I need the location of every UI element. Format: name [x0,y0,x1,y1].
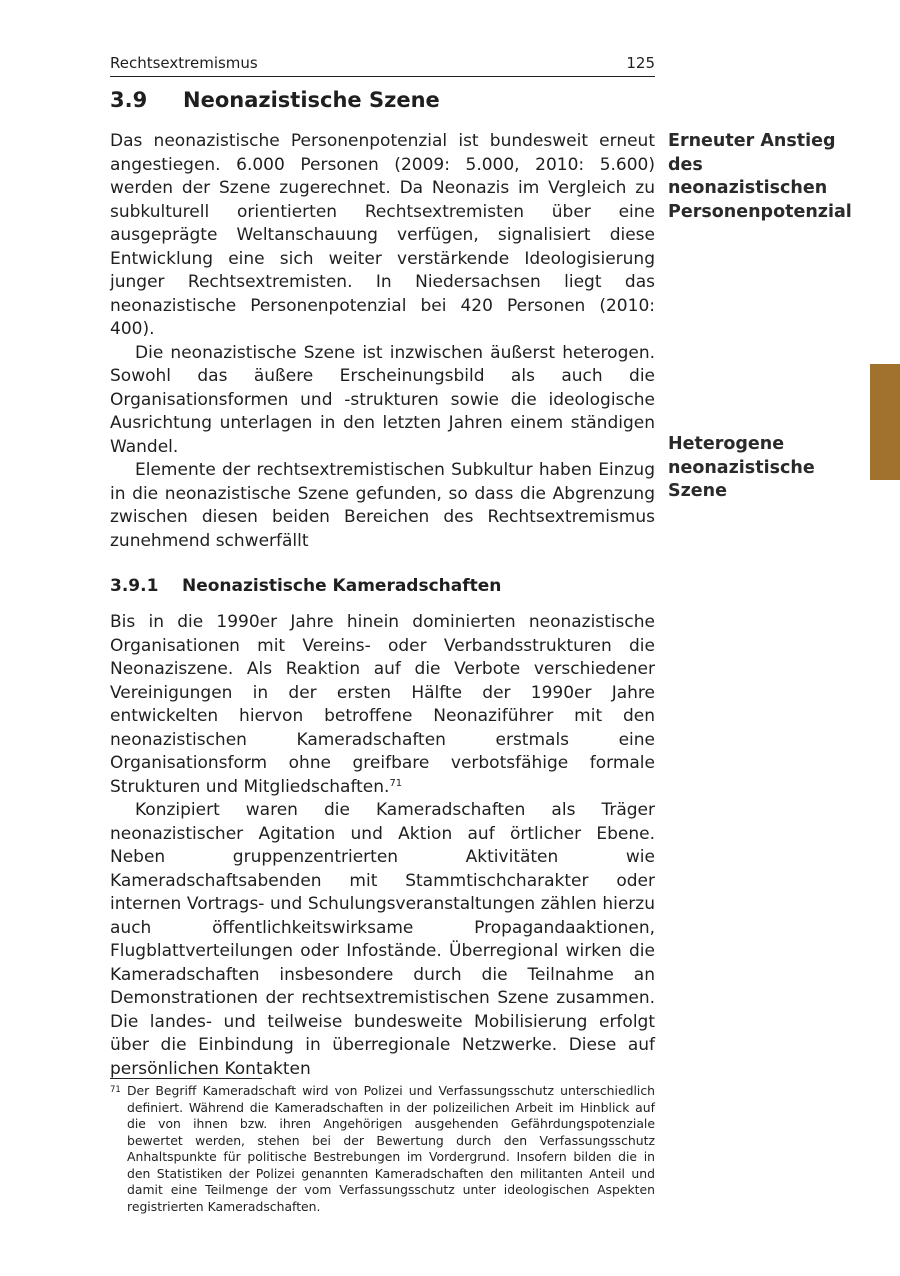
section-body [110,130,655,553]
paragraph: Konzipiert waren die Kameradschaften als Träger neonazistischer Agitation und Aktion auf örtlicher Ebene. Neben gruppenzentrierten Aktivitäten wie Kameradschaftsabenden mit Stammtischcharakter oder internen Vortrags- und Schulungsveranstaltungen zählen hierzu auch öffentlichkeitswirksame Propagandaaktionen, Flugblattverteilungen oder Infostände. Überregional wirken die Kameradschaften insbesondere durch die Teilnahme an Demonstrationen der rechtsextremistischen Szene zusammen. Die landes- und teilweise bundesweite Mobilisierung erfolgt über die Einbindung in überregionale Netzwerke. Diese auf persönlichen Kontakten [110,800,655,1079]
footnote [110,1083,655,1215]
page-number: 125 [626,54,655,72]
running-title: Rechtsextremismus [110,54,258,72]
subsection-heading [110,576,501,596]
margin-note-heterogeneous: Heterogene neonazistische Szene [668,434,815,501]
footnote-mark: 71 [110,1085,121,1095]
margin-note-increase: Erneuter Anstieg des neonazistischen Personenpotenzial [668,131,852,222]
section-number: 3.9 [110,88,148,112]
chapter-thumb-tab [870,364,900,480]
section-title: Neonazistische Szene [183,88,440,112]
subsection-title: Neonazistische Kameradschaften [182,576,502,596]
paragraph-text: Bis in die 1990er Jahre hinein dominierten neonazistische Organisationen mit Vereins- oder Verbandsstrukturen die Neonaziszene. Als Reaktion auf die Verbote verschiedener Vereinigungen in der ersten Hälfte der 1990er Jahre entwickelten hiervon betroffene Neonaziführer mit den neonazistischen Kameradschaften erstmals eine Organisationsform ohne greifbare verbotsfähige formale Strukturen und Mitgliedschaften. [110,612,655,797]
running-header [110,52,655,77]
section-heading [110,88,440,112]
paragraph: Die neonazistische Szene ist inzwischen äußerst heterogen. Sowohl das äußere Erscheinungsbild als auch die Organisationsformen und -strukturen sowie die ideologische Ausrichtung unterlagen in den letzten Jahren einem ständigen Wandel. [110,342,655,457]
footnote-reference[interactable]: 71 [389,777,403,789]
subsection-number: 3.9.1 [110,576,159,596]
paragraph: Das neonazistische Personenpotenzial ist bundesweit erneut angestiegen. 6.000 Personen (2009: 5.000, 2010: 5.600) werden der Szene zugerechnet. Da Neonazis im Vergleich zu subkulturell orientierten Rechtsextremisten über eine ausgeprägte Weltanschauung verfügen, signalisiert diese Entwicklung eine sich weiter verstärkende Ideologisierung junger Rechtsextremisten. In Niedersachsen liegt das neonazistische Personenpotenzial bei 420 Personen (2010: 400). [110,131,655,339]
footnote-separator [110,1078,262,1079]
footnote-text: Der Begriff Kameradschaft wird von Polizei und Verfassungsschutz unterschiedlich definiert. Während die Kameradschaften in der polizeilichen Arbeit im Hinblick auf die von ihnen bzw. ihren Angehörigen ausgehenden Gefährdungspotenziale bewertet werden, stehen bei der Bewertung durch den Verfassungsschutz Anhaltspunkte für politische Bestrebungen im Vordergrund. Insofern bilden die in den Statistiken der Polizei genannten Kameradschaften den militanten Anteil und damit eine Teilmenge der vom Verfassungsschutz unter ideologischen Aspekten registrierten Kameradschaften. [127,1083,655,1214]
subsection-body [110,611,655,1081]
paragraph [110,611,655,799]
paragraph: Elemente der rechtsextremistischen Subkultur haben Einzug in die neonazistische Szene gefunden, so dass die Abgrenzung zwischen diesen beiden Bereichen des Rechtsextremismus zunehmend schwerfällt [110,460,655,551]
